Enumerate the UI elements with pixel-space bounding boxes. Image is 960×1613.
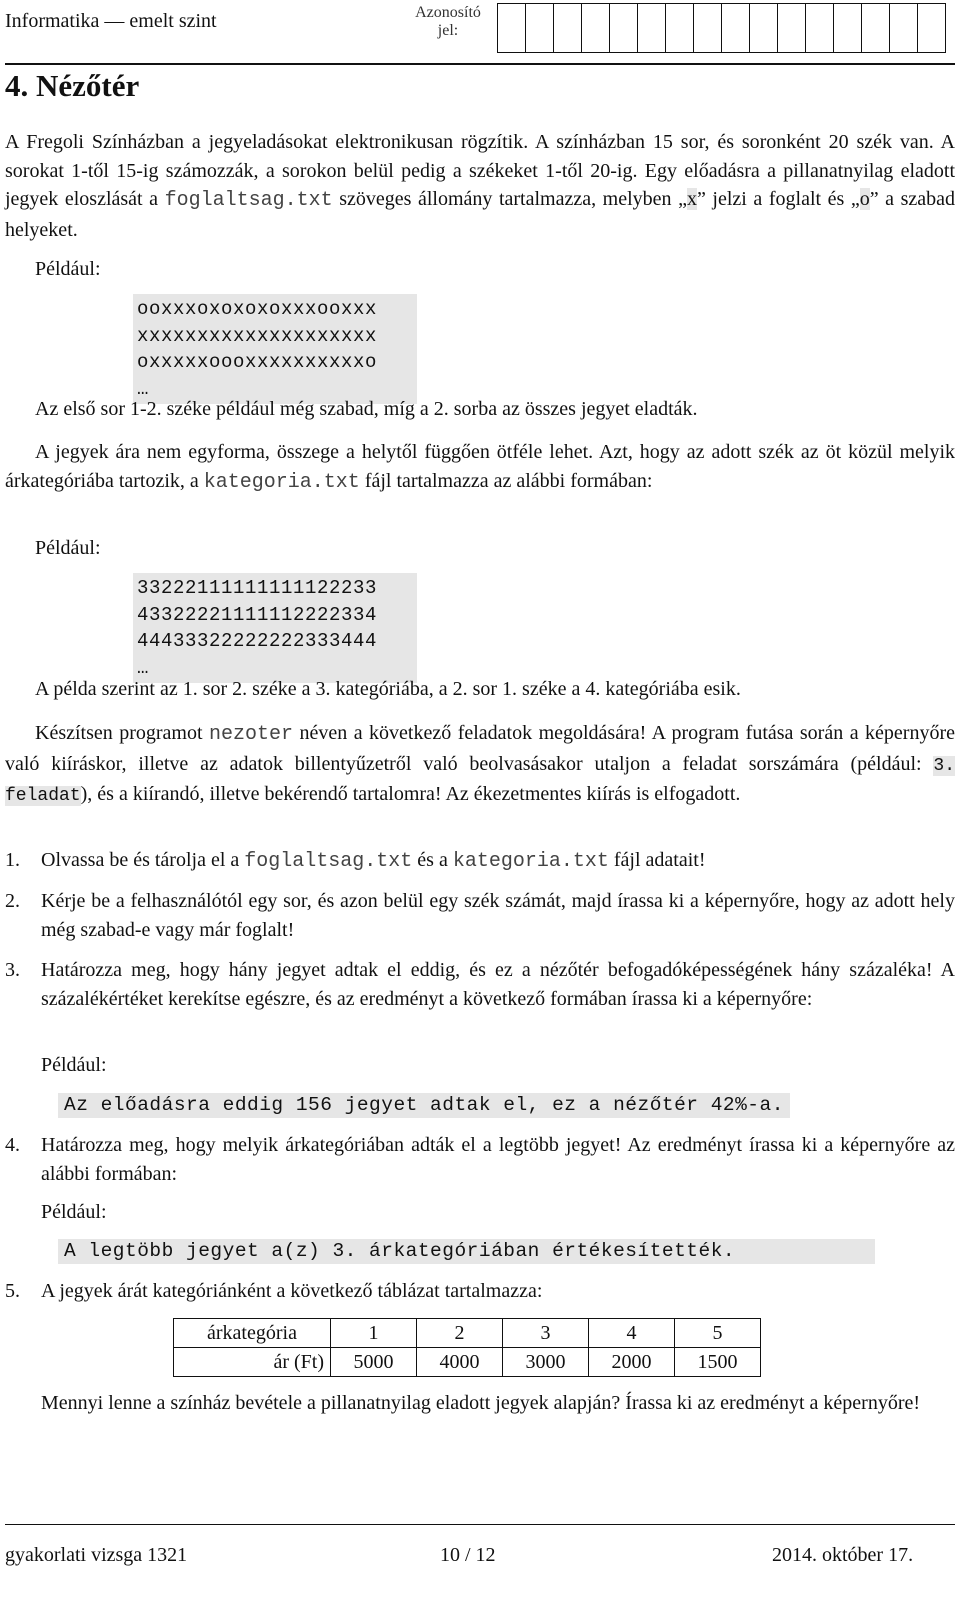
footer-rule — [5, 1524, 955, 1525]
paragraph-2 — [5, 438, 955, 497]
id-box — [722, 4, 750, 52]
id-box — [526, 4, 554, 52]
page-title: 4. Nézőtér — [5, 68, 140, 103]
code-line: … — [137, 656, 150, 679]
id-box — [666, 4, 694, 52]
code-line: ooxxxoxoxoxoxxxooxxx — [137, 298, 378, 320]
footer-page-number: 10 / 12 — [440, 1544, 496, 1566]
example-label: Például: — [35, 537, 101, 559]
para-text: néven a következő feladatok megoldására! A program futása során a képernyőre való kiíráskor, illetve az adatok billentyűzetről való beolvasásakor utaljon a feladat sorszámára (például: — [5, 722, 955, 775]
price-table — [173, 1318, 761, 1377]
table-cell: árkategória — [174, 1319, 331, 1348]
table-cell: ár (Ft) — [174, 1348, 331, 1377]
para-text: fájl tartalmazza az alábbi formában: — [359, 469, 653, 492]
code-line: … — [137, 377, 150, 400]
task-number: 2. — [5, 890, 20, 912]
id-box — [694, 4, 722, 52]
id-box — [834, 4, 862, 52]
symbol-o: o — [859, 188, 870, 210]
code-line: 43322221111112222334 — [137, 603, 378, 626]
id-box — [638, 4, 666, 52]
task-1 — [5, 846, 955, 877]
example-label: Például: — [35, 258, 101, 280]
intro-text: ” jelzi a foglalt és „ — [696, 188, 860, 210]
task-text: Olvassa be és tárolja el a — [41, 849, 245, 871]
header-rule — [5, 63, 955, 65]
intro-text: ” a szabad helyeket. — [5, 188, 956, 241]
id-label-line1: Azonosító — [415, 4, 481, 21]
task-3 — [5, 956, 955, 1013]
task-text: fájl adatait! — [608, 849, 706, 871]
id-box — [862, 4, 890, 52]
table-cell: 2 — [417, 1319, 503, 1348]
task-number: 3. — [5, 959, 20, 981]
header-subject: Informatika — emelt szint — [5, 10, 217, 32]
id-box — [498, 4, 526, 52]
task-text: Mennyi lenne a színház bevétele a pillanatnyilag eladott jegyek alapján? Írassa ki az eredményt a képernyőre! — [41, 1392, 921, 1414]
table-cell: 2000 — [589, 1348, 675, 1377]
table-cell: 4000 — [417, 1348, 503, 1377]
table-row — [174, 1319, 761, 1348]
para-text: A jegyek ára nem egyforma, összege a helytől függően ötféle lehet. Azt, hogy az adott szék az öt közül melyik árkategóriába tartozik, a — [5, 441, 955, 492]
task-4 — [5, 1131, 955, 1188]
code-line: 44433322222222333444 — [137, 630, 378, 652]
para-text: ), és a kiírandó, illetve bekérendő tartalomra! Az ékezetmentes kiírás is elfogadott. — [80, 783, 741, 805]
task-number: 1. — [5, 849, 20, 871]
task-number: 4. — [5, 1134, 20, 1156]
id-box — [778, 4, 806, 52]
id-box — [582, 4, 610, 52]
task-text: Határozza meg, hogy melyik árkategóriában adták el a legtöbb jegyet! Az eredményt írassa ki a képernyőre az alábbi formában: — [41, 1134, 955, 1185]
task-text: Határozza meg, hogy hány jegyet adtak el eddig, és ez a nézőtér befogadóképességének hány százaléka! A százalékértéket kerekítse egészre, és az eredményt a következő formában írassa ki a képernyőre: — [41, 959, 955, 1010]
foglaltsag-example — [133, 294, 417, 404]
id-label — [404, 4, 492, 40]
file-name: kategoria.txt — [203, 470, 360, 494]
task-text: A jegyek árát kategóriánként a következő táblázat tartalmazza: — [41, 1280, 543, 1302]
example-label: Például: — [41, 1054, 107, 1076]
intro-text: A Fregoli Színházban a jegyeladásokat elektronikusan rögzítik. A színházban 15 sor, és soronként 20 szék van. A sorokat 1-től 15-ig számozzák, a sorokon belül pedig a székeket 1-től 20-ig. Egy előadásra a pillanatnyilag eladott jegyek eloszlását a — [5, 131, 955, 210]
task-number: 5. — [5, 1280, 20, 1302]
id-box — [554, 4, 582, 52]
task-2 — [5, 887, 955, 944]
table-row — [174, 1348, 761, 1377]
id-box — [806, 4, 834, 52]
id-box — [750, 4, 778, 52]
note-1: Az első sor 1-2. széke például még szabad, míg a 2. sorba az összes jegyet eladták. — [35, 398, 698, 420]
table-cell: 3000 — [503, 1348, 589, 1377]
id-box — [890, 4, 918, 52]
para-text: Készítsen programot — [35, 722, 209, 744]
id-box — [610, 4, 638, 52]
code-example: 3. feladat — [5, 755, 955, 806]
intro-text: szöveges állomány tartalmazza, melyben „ — [332, 188, 687, 210]
table-cell: 3 — [503, 1319, 589, 1348]
table-cell: 5000 — [331, 1348, 417, 1377]
code-line: 33222111111111122233 — [137, 577, 378, 599]
task-text: és a — [412, 849, 453, 871]
task-5 — [5, 1277, 955, 1306]
task-5-question — [5, 1389, 955, 1418]
id-label-line2: jel: — [437, 22, 459, 39]
program-name: nezoter — [209, 723, 294, 746]
file-name: foglaltsag.txt — [164, 189, 333, 212]
kategoria-example — [133, 573, 417, 683]
table-cell: 4 — [589, 1319, 675, 1348]
symbol-x: x — [686, 188, 697, 210]
output-example-4: A legtöbb jegyet a(z) 3. árkategóriában értékesítették. — [58, 1239, 875, 1264]
id-box — [918, 4, 946, 52]
output-example-3: Az előadásra eddig 156 jegyet adtak el, ez a nézőtér 42%-a. — [58, 1093, 790, 1118]
note-2: A példa szerint az 1. sor 2. széke a 3. kategóriába, a 2. sor 1. széke a 4. kategóriába esik. — [35, 678, 741, 700]
example-label: Például: — [41, 1201, 107, 1223]
table-cell: 5 — [675, 1319, 761, 1348]
paragraph-3 — [5, 719, 955, 811]
file-name: kategoria.txt — [452, 850, 609, 873]
file-name: foglaltsag.txt — [244, 850, 413, 873]
footer-date: 2014. október 17. — [772, 1544, 914, 1566]
intro-paragraph — [5, 128, 955, 244]
table-cell: 1500 — [675, 1348, 761, 1377]
code-line: oxxxxxoooxxxxxxxxxxo — [137, 351, 378, 373]
code-line: xxxxxxxxxxxxxxxxxxxx — [137, 324, 378, 347]
table-cell: 1 — [331, 1319, 417, 1348]
task-text: Kérje be a felhasználótól egy sor, és azon belül egy szék számát, majd írassa ki a képernyőre, hogy az adott hely még szabad-e vagy már foglalt! — [41, 890, 955, 941]
footer-exam-code: gyakorlati vizsga 1321 — [5, 1544, 188, 1566]
id-boxes — [497, 3, 946, 53]
